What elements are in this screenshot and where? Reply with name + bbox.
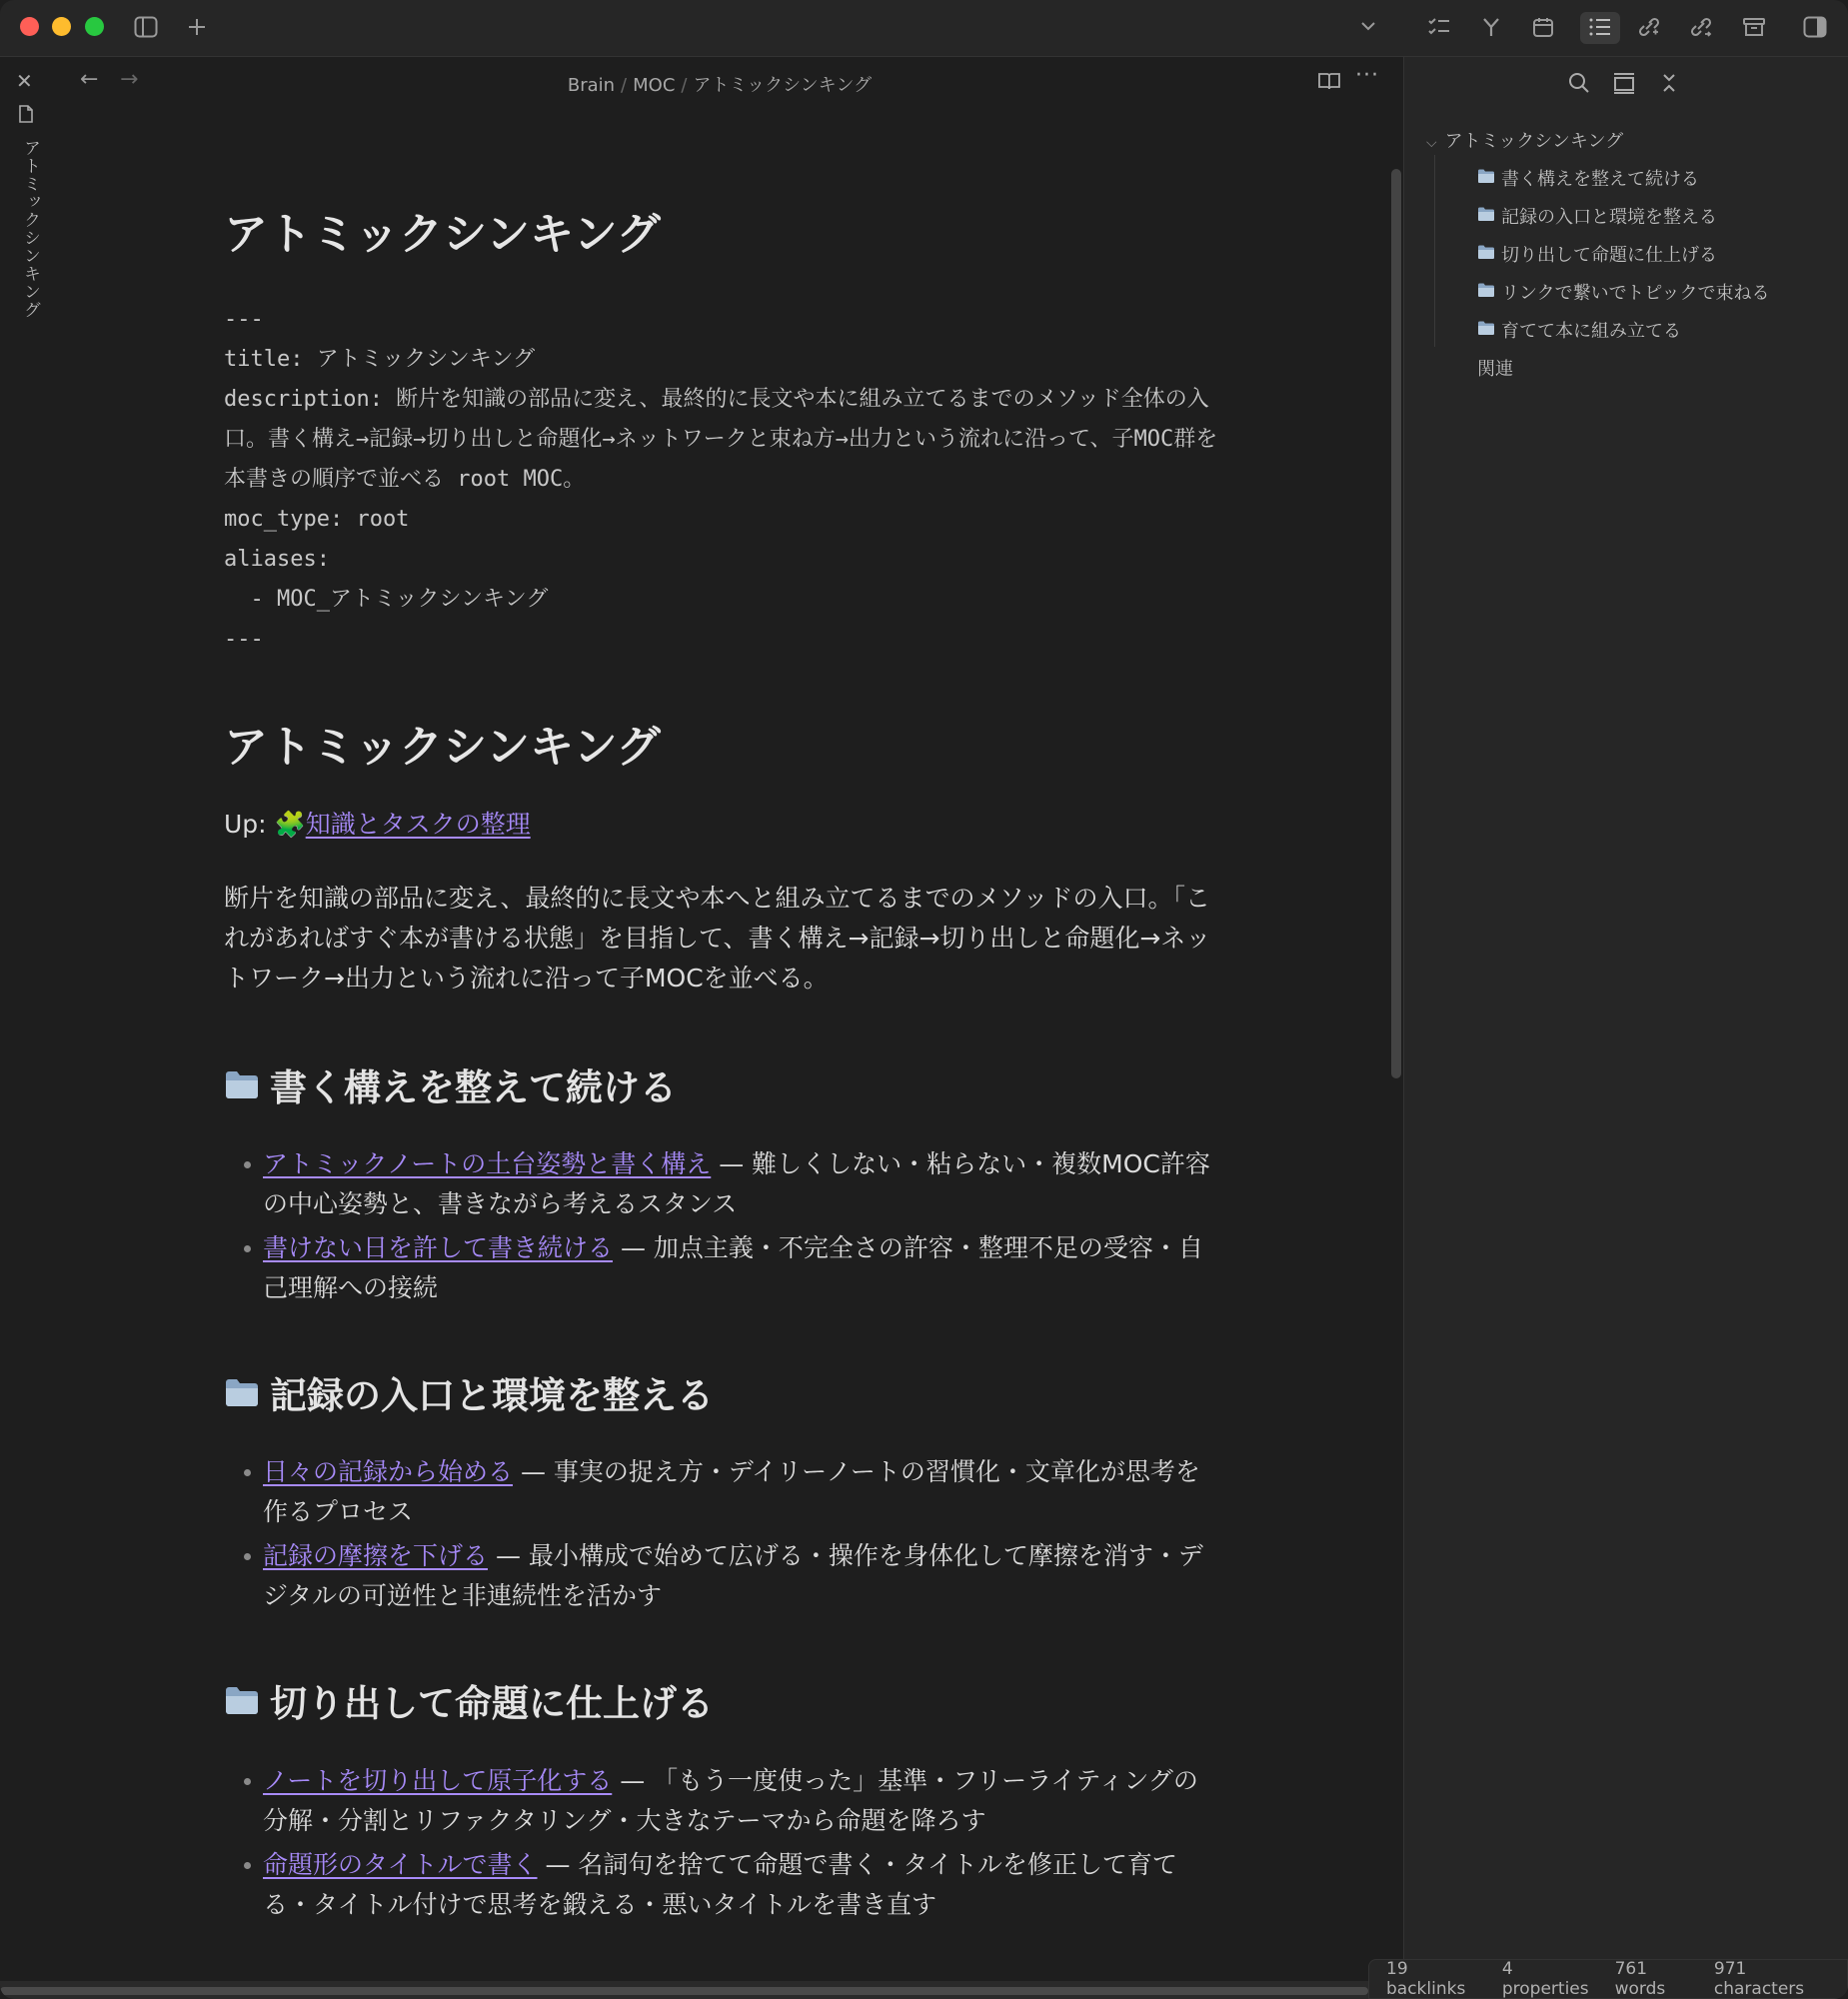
puzzle-icon: 🧩 xyxy=(274,809,306,839)
folder-icon xyxy=(224,1374,260,1418)
note-link[interactable]: 命題形のタイトルで書く xyxy=(263,1849,538,1879)
outgoing-link-icon[interactable] xyxy=(1685,12,1717,44)
section-list xyxy=(224,1452,1223,1616)
folder-icon xyxy=(224,1066,260,1110)
section-title: 切り出して命題に仕上げる xyxy=(270,1682,714,1726)
note-link[interactable]: アトミックノートの土台姿勢と書く構え xyxy=(263,1148,712,1178)
backlinks-count[interactable]: 19 backlinks xyxy=(1386,1959,1466,1999)
tasks-list-icon[interactable] xyxy=(1423,12,1455,44)
folder-icon xyxy=(1477,320,1495,341)
archive-icon[interactable] xyxy=(1738,12,1770,44)
left-ribbon xyxy=(0,57,56,1999)
folder-icon xyxy=(1477,206,1495,227)
list-item xyxy=(224,1761,1222,1841)
file-icon[interactable] xyxy=(18,105,34,127)
section-list xyxy=(224,1144,1223,1308)
outline-item-label: 切り出して命題に仕上げる xyxy=(1501,245,1717,266)
item-description: — 名詞句を捨てて命題で書く・タイトルを修正して育てる・タイトル付けで思考を鍛える・悪いタイトルを書き直す xyxy=(263,1849,1177,1919)
frontmatter-line: title: アトミックシンキング xyxy=(224,346,536,372)
outline-item-root[interactable] xyxy=(1426,127,1623,153)
breadcrumb: Brain / MOC / アトミックシンキング xyxy=(567,75,873,96)
right-sidebar-outline xyxy=(1404,57,1848,1999)
breadcrumb-item[interactable]: MOC xyxy=(633,75,676,96)
forward-arrow-icon[interactable]: → xyxy=(120,67,139,92)
chevron-down-icon[interactable]: ⌵ xyxy=(1426,135,1437,151)
collapse-all-icon[interactable] xyxy=(1612,71,1636,99)
folder-icon xyxy=(1477,282,1495,303)
frontmatter-delim: --- xyxy=(224,626,264,652)
back-arrow-icon[interactable]: ← xyxy=(80,67,99,92)
outline-item[interactable] xyxy=(1477,165,1699,191)
list-item xyxy=(224,1536,1222,1616)
outline-item-label: 記録の入口と環境を整える xyxy=(1501,207,1717,228)
section-list xyxy=(224,1761,1223,1925)
item-description: — 最小構成で始めて広げる・操作を身体化して摩擦を消す・デジタルの可逆性と非連続性を活かす xyxy=(263,1541,1203,1611)
outline-item-label: 関連 xyxy=(1477,359,1513,380)
backlink-icon[interactable] xyxy=(1633,12,1665,44)
note-link[interactable]: 記録の摩擦を下げる xyxy=(263,1541,489,1571)
frontmatter-line: moc_type: root xyxy=(224,506,410,532)
book-open-icon[interactable] xyxy=(1317,71,1341,95)
intro-paragraph: 断片を知識の部品に変え、最終的に長文や本へと組み立てるまでのメソッドの入口。「これがあればすぐ本が書ける状態」を目指して、書く構え→記録→切り出しと命題化→ネットワーク→出力という流れに沿って子MOCを並べる。 xyxy=(224,883,1211,993)
inline-title[interactable]: アトミックシンキング xyxy=(224,209,661,260)
frontmatter-line: description: 断片を知識の部品に変え、最終的に長文や本に組み立てるまでのメソッド全体の入口。書く構え→記録→切り出しと命題化→ネットワークと束ね方→出力という流れに沿って、子MOC群を本書きの順序で並べる root MOC。 xyxy=(224,386,1218,492)
properties-count[interactable]: 4 properties xyxy=(1501,1959,1589,1999)
breadcrumb-item[interactable]: Brain xyxy=(567,75,616,96)
vertical-scrollbar[interactable] xyxy=(1391,169,1401,1078)
list-item xyxy=(224,1452,1222,1532)
item-description: — 加点主義・不完全さの許容・整理不足の受容・自己理解への接続 xyxy=(263,1232,1203,1302)
heading-1: アトミックシンキング xyxy=(224,721,661,773)
folder-icon xyxy=(224,1682,260,1726)
outline-item-label: 育てて本に組み立てる xyxy=(1501,321,1681,342)
list-item xyxy=(224,1228,1222,1308)
section-heading xyxy=(224,1066,1223,1110)
frontmatter-block[interactable] xyxy=(224,300,1223,660)
outline-root-label: アトミックシンキング xyxy=(1444,131,1624,152)
item-description: — 事実の捉え方・デイリーノートの習慣化・文章化が思考を作るプロセス xyxy=(263,1457,1200,1527)
item-description: — 難しくしない・粘らない・複数MOC許容の中心姿勢と、書きながら考えるスタンス xyxy=(263,1148,1210,1218)
left-sidebar-toggle-icon[interactable] xyxy=(130,12,162,44)
outline-item-label: 書く構えを整えて続ける xyxy=(1501,169,1699,190)
chevron-down-icon[interactable] xyxy=(1352,12,1384,44)
minimize-window-button[interactable] xyxy=(52,17,71,36)
note-link[interactable]: 書けない日を許して書き続ける xyxy=(263,1232,614,1262)
up-link[interactable]: 知識とタスクの整理 xyxy=(305,809,531,839)
folder-icon xyxy=(1477,168,1495,189)
outline-item[interactable] xyxy=(1477,203,1717,229)
frontmatter-line: aliases: xyxy=(224,546,330,572)
expand-collapse-icon[interactable] xyxy=(1659,71,1679,99)
close-window-button[interactable] xyxy=(20,17,39,36)
breadcrumb-item[interactable]: アトミックシンキング xyxy=(693,75,873,96)
search-icon[interactable] xyxy=(1567,71,1591,99)
status-bar xyxy=(1368,1959,1848,1999)
more-options-icon[interactable]: ··· xyxy=(1355,63,1379,88)
note-link[interactable]: 日々の記録から始める xyxy=(263,1457,514,1487)
tree-guide-line xyxy=(1434,155,1435,347)
up-link-line xyxy=(224,805,1223,841)
character-count: 971 characters xyxy=(1713,1959,1805,1999)
horizontal-scrollbar[interactable] xyxy=(0,1981,1368,1999)
list-item xyxy=(224,1845,1222,1925)
outline-item[interactable] xyxy=(1477,317,1681,343)
outline-item-label: リンクで繋いでトピックで束ねる xyxy=(1501,283,1770,304)
right-sidebar-toggle-icon[interactable] xyxy=(1799,12,1831,44)
outline-item[interactable] xyxy=(1477,355,1513,381)
section-heading xyxy=(224,1682,1223,1726)
zoom-window-button[interactable] xyxy=(85,17,104,36)
frontmatter-line: - MOC_アトミックシンキング xyxy=(224,586,549,612)
outline-item[interactable] xyxy=(1477,279,1770,305)
outline-item[interactable] xyxy=(1477,241,1717,267)
list-item xyxy=(224,1144,1222,1224)
section-title: 記録の入口と環境を整える xyxy=(270,1373,714,1417)
vertical-tab-label[interactable]: アトミックシンキング xyxy=(20,139,40,319)
section-title: 書く構えを整えて続ける xyxy=(270,1065,677,1109)
section-heading xyxy=(224,1374,1223,1418)
item-description: — 「もう一度使った」基準・フリーライティングの分解・分割とリファクタリング・大きなテーマから命題を降ろす xyxy=(263,1765,1198,1835)
note-link[interactable]: ノートを切り出して原子化する xyxy=(263,1765,613,1795)
calendar-icon[interactable] xyxy=(1527,12,1559,44)
editor-pane xyxy=(56,57,1383,1999)
git-fork-icon[interactable] xyxy=(1475,12,1507,44)
horizontal-scrollbar-thumb[interactable] xyxy=(0,1987,1368,1995)
outline-list-icon[interactable] xyxy=(1580,12,1620,44)
close-icon[interactable]: ✕ xyxy=(16,69,33,93)
title-bar xyxy=(0,0,1848,57)
folder-icon xyxy=(1477,244,1495,265)
frontmatter-delim: --- xyxy=(224,306,264,332)
note-content xyxy=(224,157,1223,1929)
new-tab-icon[interactable] xyxy=(181,12,213,44)
word-count: 761 words xyxy=(1614,1959,1666,1999)
up-label: Up: xyxy=(224,809,275,839)
